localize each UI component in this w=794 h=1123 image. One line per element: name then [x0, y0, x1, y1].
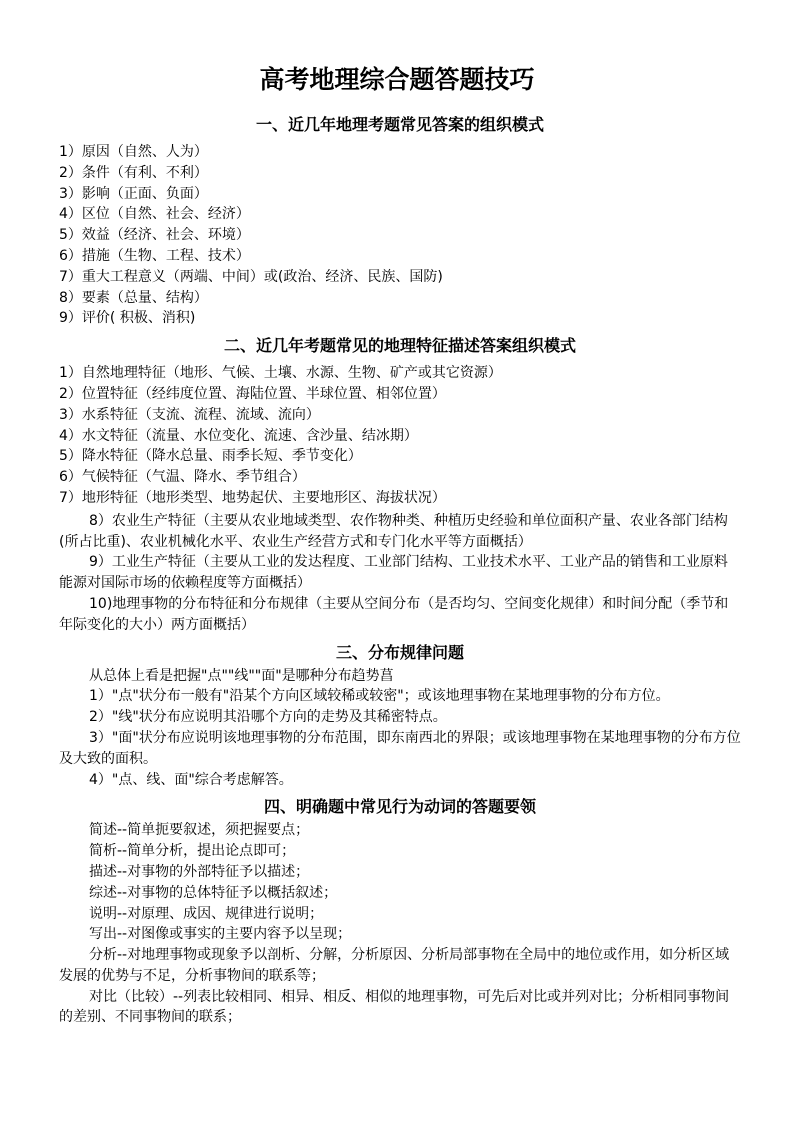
section-1-list [59, 142, 741, 329]
list-item: 5）降水特征（降水总量、雨季长短、季节变化） [59, 448, 362, 465]
list-item: 4）水文特征（流量、水位变化、流速、含沙量、结冰期） [59, 427, 418, 444]
paragraph: 分析--对地理事物或现象予以剖析、分解，分析原因、分析局部事物在全局中的地位或作用，如分析区域发展的优势与不足，分析事物间的联系等； [59, 947, 730, 984]
section-1-heading: 一、近几年地理考题常见答案的组织模式 [255, 115, 544, 134]
paragraph: 3）"面"状分布应说明该地理事物的分布范围，即东南西北的界限；或该地理事物在某地理事物的分布方位及大致的面积。 [59, 729, 741, 767]
paragraph: 简述--简单扼要叙述，须把握要点； [89, 822, 310, 839]
list-item: 9）评价( 积极、消积) [59, 310, 196, 327]
paragraph: 对比（比较）--列表比较相同、相异、相反、相似的地理事物，可先后对比或并列对比；分析相同事物间的差别、不同事物间的联系； [59, 988, 730, 1026]
paragraph: 9）工业生产特征（主要从工业的发达程度、工业部门结构、工业技术水平、工业产品的销售和工业原料能源对国际市场的依赖程度等方面概括） [59, 554, 728, 592]
list-item: 8）要素（总量、结构） [59, 289, 208, 306]
paragraph: 1）"点"状分布一般有"沿某个方向区域较稀或较密"；或该地理事物在某地理事物的分布方位。 [89, 688, 670, 705]
paragraph: 说明--对原理、成因、规律进行说明； [89, 905, 324, 922]
list-item: 2）位置特征（经纬度位置、海陆位置、半球位置、相邻位置） [59, 385, 446, 402]
list-item: 5）效益（经济、社会、环境） [59, 227, 250, 244]
document-body [59, 112, 741, 1028]
paragraph: 8）农业生产特征（主要从农业地域类型、农作物种类、种植历史经验和单位面积产量、农业各部门结构(所占比重)、农业机械化水平、农业生产经营方式和专门化水平等方面概括） [59, 512, 728, 550]
list-item: 3）影响（正面、负面） [59, 185, 208, 202]
paragraph: 10)地理事物的分布特征和分布规律（主要从空间分布（是否均匀、空间变化规律）和时间分配（季节和年际变化的大小）两方面概括） [59, 595, 729, 633]
section-2-heading: 二、近几年考题常见的地理特征描述答案组织模式 [223, 336, 576, 356]
list-item: 6）气候特征（气温、降水、季节组合） [59, 469, 306, 486]
section-3-heading: 三、分布规律问题 [335, 642, 464, 662]
document-title: 高考地理综合题答题技巧 [259, 65, 535, 94]
list-item: 7）重大工程意义（两端、中间）或(政治、经济、民族、国防) [59, 268, 443, 285]
paragraph: 简析--简单分析，提出论点即可； [89, 843, 296, 860]
paragraph: 描述--对事物的外部特征予以描述； [89, 863, 310, 880]
list-item: 7）地形特征（地形类型、地势起伏、主要地形区、海拔状况） [59, 489, 446, 506]
section-4-heading: 四、明确题中常见行为动词的答题要领 [263, 797, 536, 817]
list-item: 4）区位（自然、社会、经济） [59, 206, 250, 223]
section-2-list [59, 363, 741, 509]
list-item: 3）水系特征（支流、流程、流域、流向） [59, 406, 320, 423]
list-item: 2）条件（有利、不利） [59, 164, 208, 181]
paragraph: 从总体上看是把握"点""线""面"是哪种分布趋势菖 [89, 667, 394, 684]
list-item: 1）原因（自然、人为） [59, 144, 208, 160]
paragraph: 综述--对事物的总体特征予以概括叙述； [89, 884, 338, 901]
paragraph: 4）"点、线、面"综合考虑解答。 [89, 771, 293, 788]
paragraph: 写出--对图像或事实的主要内容予以呈现； [89, 926, 352, 943]
list-item: 6）措施（生物、工程、技术） [59, 247, 250, 264]
list-item: 1）自然地理特征（地形、气候、土壤、水源、生物、矿产或其它资源） [59, 365, 502, 382]
paragraph: 2）"线"状分布应说明其沿哪个方向的走势及其稀密特点。 [89, 709, 447, 726]
